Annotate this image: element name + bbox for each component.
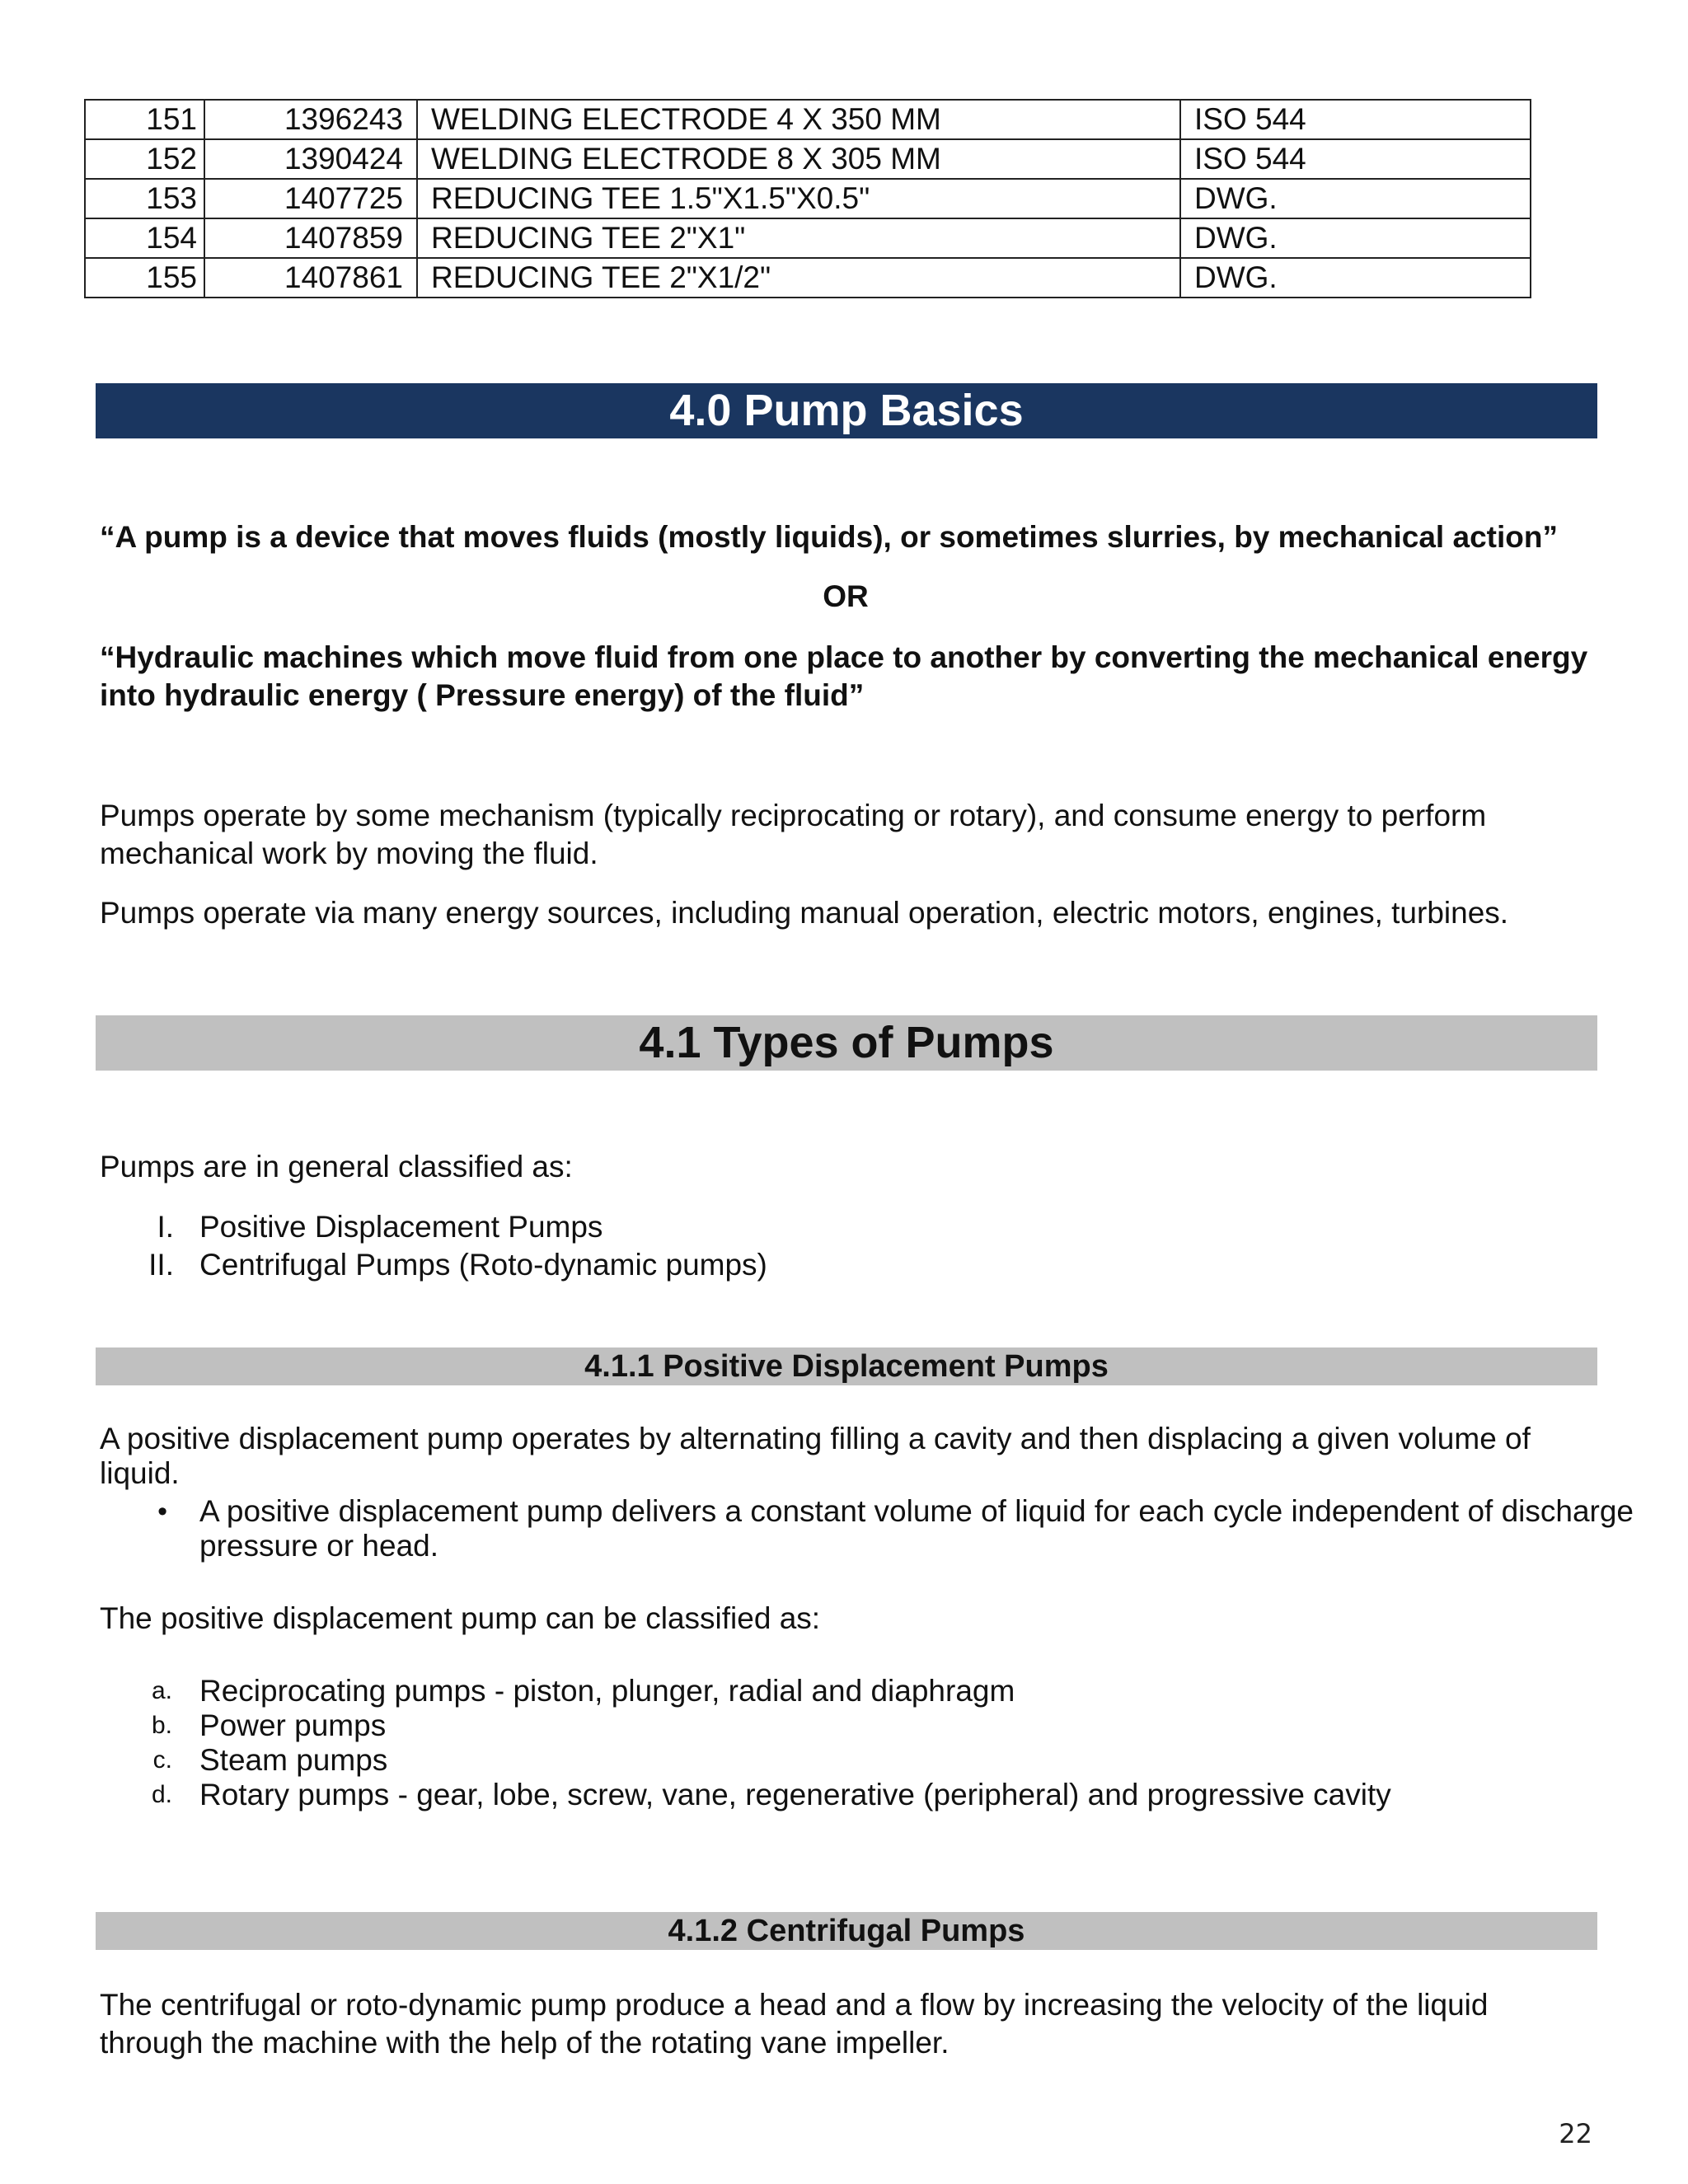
pump-class-list bbox=[100, 1208, 767, 1284]
table-row bbox=[85, 258, 1531, 298]
list-item bbox=[100, 1246, 767, 1284]
list-item-text: Centrifugal Pumps (Roto-dynamic pumps) bbox=[199, 1248, 767, 1282]
centrifugal-paragraph: The centrifugal or roto-dynamic pump produce a head and a flow by increasing the velocity of the liquid through the machine with the help of the rotating vane impeller. bbox=[100, 1988, 1489, 2060]
item-number-cell: 152 bbox=[85, 139, 204, 179]
positive-displacement-paragraph: A positive displacement pump operates by alternating filling a cavity and then displacing a given volume of liquid. bbox=[100, 1422, 1531, 1490]
list-item bbox=[100, 1708, 1391, 1743]
part-code-cell: 1407859 bbox=[204, 218, 417, 258]
item-number-cell: 153 bbox=[85, 179, 204, 218]
list-item-text: Positive Displacement Pumps bbox=[199, 1210, 603, 1244]
pump-mechanism-paragraph: Pumps operate by some mechanism (typically reciprocating or rotary), and consume energy to perform mechanical work by moving the fluid. bbox=[100, 799, 1487, 870]
list-item bbox=[100, 1208, 767, 1246]
list-item-text: Steam pumps bbox=[199, 1743, 388, 1777]
description-cell: WELDING ELECTRODE 4 X 350 MM bbox=[417, 100, 1180, 139]
item-number-cell: 154 bbox=[85, 218, 204, 258]
list-marker: b. bbox=[151, 1712, 172, 1739]
positive-displacement-classification-intro: The positive displacement pump can be classified as: bbox=[100, 1601, 821, 1635]
standard-cell: ISO 544 bbox=[1180, 100, 1531, 139]
list-item-text: Reciprocating pumps - piston, plunger, radial and diaphragm bbox=[199, 1674, 1015, 1708]
positive-displacement-bullets bbox=[100, 1494, 1688, 1563]
page-number: 22 bbox=[1559, 2118, 1592, 2149]
list-marker: c. bbox=[152, 1746, 172, 1774]
description-cell: REDUCING TEE 2"X1/2" bbox=[417, 258, 1180, 298]
section-heading-centrifugal-pumps: 4.1.2 Centrifugal Pumps bbox=[96, 1912, 1597, 1950]
pump-energy-paragraph: Pumps operate via many energy sources, including manual operation, electric motors, engines, turbines. bbox=[100, 896, 1509, 930]
list-item-text: Rotary pumps - gear, lobe, screw, vane, regenerative (peripheral) and progressive cavity bbox=[199, 1778, 1391, 1811]
description-cell: REDUCING TEE 1.5"X1.5"X0.5" bbox=[417, 179, 1180, 218]
list-item-text: Power pumps bbox=[199, 1708, 387, 1742]
table-row bbox=[85, 139, 1531, 179]
positive-displacement-types-list bbox=[100, 1674, 1391, 1812]
description-cell: REDUCING TEE 2"X1" bbox=[417, 218, 1180, 258]
table-row bbox=[85, 218, 1531, 258]
item-number-cell: 151 bbox=[85, 100, 204, 139]
part-code-cell: 1396243 bbox=[204, 100, 417, 139]
item-number-cell: 155 bbox=[85, 258, 204, 298]
part-code-cell: 1390424 bbox=[204, 139, 417, 179]
section-heading-pump-basics: 4.0 Pump Basics bbox=[96, 383, 1597, 438]
or-separator: OR bbox=[823, 579, 869, 613]
list-item bbox=[100, 1743, 1391, 1778]
list-marker: a. bbox=[151, 1677, 172, 1704]
table-row bbox=[85, 179, 1531, 218]
list-marker: I. bbox=[157, 1210, 174, 1244]
list-item bbox=[100, 1674, 1391, 1708]
pump-definition-2: “Hydraulic machines which move fluid from one place to another by converting the mechanical energy into hydraulic energy ( Pressure energy) of the fluid” bbox=[100, 640, 1588, 712]
standard-cell: DWG. bbox=[1180, 258, 1531, 298]
parts-table bbox=[84, 99, 1531, 298]
description-cell: WELDING ELECTRODE 8 X 305 MM bbox=[417, 139, 1180, 179]
standard-cell: DWG. bbox=[1180, 218, 1531, 258]
bullet-icon: • bbox=[157, 1496, 167, 1527]
pump-definition-1: “A pump is a device that moves fluids (mostly liquids), or sometimes slurries, by mechanical action” bbox=[100, 520, 1558, 554]
part-code-cell: 1407725 bbox=[204, 179, 417, 218]
classification-intro: Pumps are in general classified as: bbox=[100, 1150, 573, 1183]
standard-cell: DWG. bbox=[1180, 179, 1531, 218]
part-code-cell: 1407861 bbox=[204, 258, 417, 298]
list-item bbox=[100, 1494, 1688, 1563]
list-item-text: A positive displacement pump delivers a constant volume of liquid for each cycle independent of discharge pressure or head. bbox=[199, 1494, 1634, 1563]
table-row bbox=[85, 100, 1531, 139]
section-heading-positive-displacement: 4.1.1 Positive Displacement Pumps bbox=[96, 1347, 1597, 1385]
list-marker: d. bbox=[151, 1781, 172, 1808]
section-heading-types-of-pumps: 4.1 Types of Pumps bbox=[96, 1015, 1597, 1071]
list-marker: II. bbox=[148, 1248, 174, 1282]
list-item bbox=[100, 1778, 1391, 1812]
standard-cell: ISO 544 bbox=[1180, 139, 1531, 179]
